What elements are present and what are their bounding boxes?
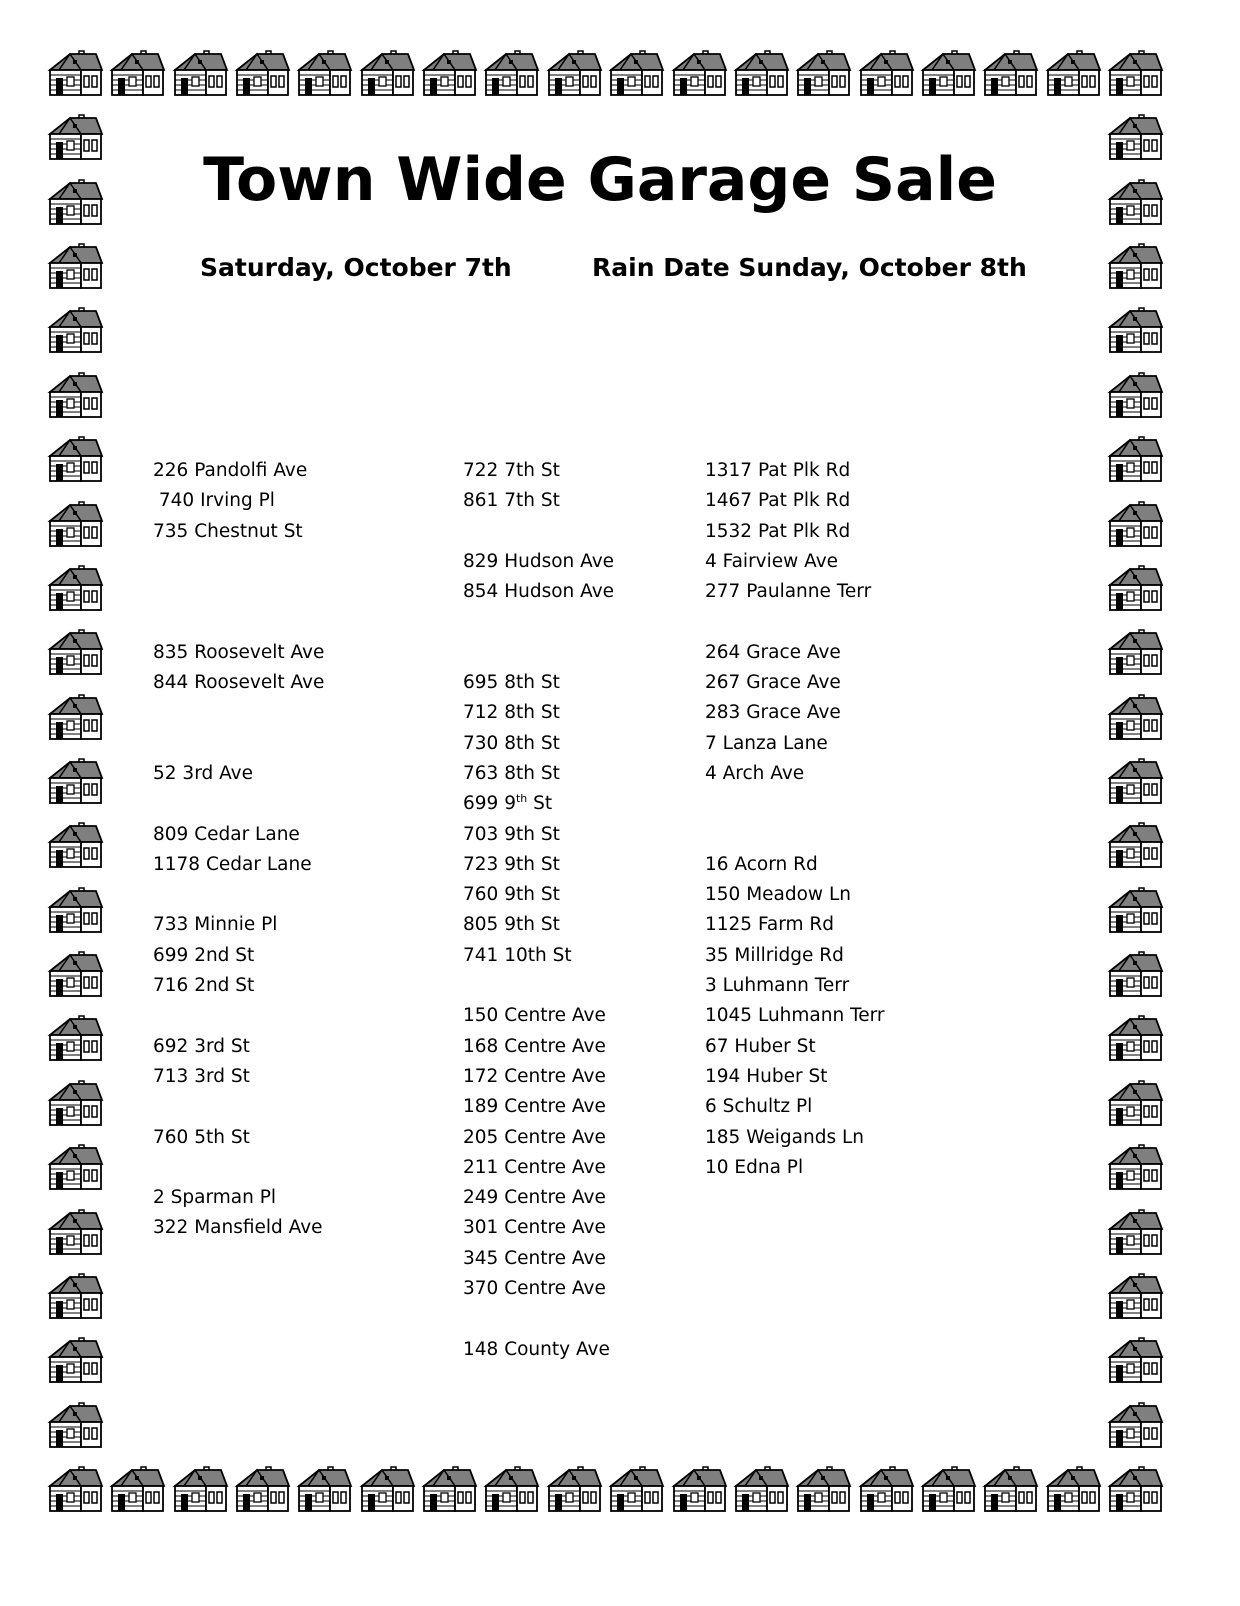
sale-date: Saturday, October 7th bbox=[200, 253, 512, 282]
address-item: 322 Mansfield Ave bbox=[153, 1217, 323, 1239]
house-icon bbox=[1104, 1335, 1164, 1385]
house-icon bbox=[169, 48, 229, 98]
house-icon bbox=[44, 1207, 104, 1257]
house-icon bbox=[231, 1464, 291, 1514]
address-column-3 bbox=[705, 456, 885, 1183]
house-icon bbox=[1104, 499, 1164, 549]
address-item: 723 9th St bbox=[463, 853, 560, 875]
address-item: 760 5th St bbox=[153, 1126, 250, 1148]
house-icon bbox=[1104, 1078, 1164, 1128]
house-icon bbox=[44, 177, 104, 227]
address-item: 283 Grace Ave bbox=[705, 702, 841, 724]
address-item: 67 Huber St bbox=[705, 1035, 816, 1057]
address-item: 692 3rd St bbox=[153, 1035, 250, 1057]
address-item: 148 County Ave bbox=[463, 1338, 610, 1360]
blank-line bbox=[705, 789, 885, 819]
house-icon bbox=[231, 48, 291, 98]
address-item: 277 Paulanne Terr bbox=[705, 581, 872, 603]
house-icon bbox=[1104, 1207, 1164, 1257]
address-item: 211 Centre Ave bbox=[463, 1156, 606, 1178]
address-item: 735 Chestnut St bbox=[153, 520, 303, 542]
house-icon bbox=[917, 1464, 977, 1514]
house-icon bbox=[543, 1464, 603, 1514]
house-icon bbox=[1104, 1464, 1164, 1514]
rain-date: Rain Date Sunday, October 8th bbox=[592, 253, 1027, 282]
address-item: 4 Fairview Ave bbox=[705, 550, 839, 572]
house-icon bbox=[979, 48, 1039, 98]
address-item: 733 Minnie Pl bbox=[153, 914, 278, 936]
house-icon bbox=[855, 1464, 915, 1514]
house-icon bbox=[1104, 434, 1164, 484]
blank-line bbox=[153, 729, 324, 759]
page-title: Town Wide Garage Sale bbox=[203, 145, 997, 215]
address-item: 1317 Pat Plk Rd bbox=[705, 460, 851, 481]
house-icon bbox=[44, 692, 104, 742]
address-item: 805 9th St bbox=[463, 914, 560, 936]
address-item: 267 Grace Ave bbox=[705, 672, 841, 694]
house-icon bbox=[855, 48, 915, 98]
house-icon bbox=[44, 499, 104, 549]
house-icon bbox=[1104, 1142, 1164, 1192]
address-item: 1532 Pat Plk Rd bbox=[705, 520, 851, 542]
house-icon bbox=[293, 48, 353, 98]
house-icon bbox=[293, 1464, 353, 1514]
blank-line bbox=[463, 1304, 614, 1334]
house-icon bbox=[44, 1013, 104, 1063]
address-item: 370 Centre Ave bbox=[463, 1278, 606, 1300]
house-icon bbox=[1104, 370, 1164, 420]
address-item: 703 9th St bbox=[463, 823, 560, 845]
house-icon bbox=[480, 48, 540, 98]
house-icon bbox=[169, 1464, 229, 1514]
address-item: 194 Huber St bbox=[705, 1065, 828, 1087]
house-icon bbox=[480, 1464, 540, 1514]
address-item: 695 8th St bbox=[463, 672, 560, 694]
address-item: 226 Pandolfi Ave bbox=[153, 460, 308, 481]
address-item: 730 8th St bbox=[463, 732, 560, 754]
house-icon bbox=[1042, 48, 1102, 98]
blank-line bbox=[153, 1092, 324, 1122]
house-icon bbox=[44, 756, 104, 806]
address-item: 264 Grace Ave bbox=[705, 641, 841, 663]
street-suffix: St bbox=[527, 793, 553, 815]
address-item: 6 Schultz Pl bbox=[705, 1096, 813, 1118]
ordinal-suffix: th bbox=[515, 792, 528, 806]
house-icon bbox=[44, 434, 104, 484]
house-icon bbox=[1104, 627, 1164, 677]
house-icon bbox=[730, 1464, 790, 1514]
house-icon bbox=[792, 1464, 852, 1514]
address-item: 699 2nd St bbox=[153, 944, 255, 966]
house-icon bbox=[792, 48, 852, 98]
blank-line bbox=[153, 577, 324, 607]
house-icon bbox=[668, 48, 728, 98]
house-icon bbox=[1104, 112, 1164, 162]
house-icon bbox=[44, 1142, 104, 1192]
house-icon bbox=[1104, 241, 1164, 291]
address-item: 10 Edna Pl bbox=[705, 1156, 804, 1178]
address-item: 150 Centre Ave bbox=[463, 1005, 606, 1027]
address-item: 205 Centre Ave bbox=[463, 1126, 606, 1148]
address-number: 699 9 bbox=[463, 793, 516, 815]
address-item: 16 Acorn Rd bbox=[705, 853, 818, 875]
blank-line bbox=[153, 1001, 324, 1031]
blank-line bbox=[153, 880, 324, 910]
house-icon bbox=[1104, 885, 1164, 935]
house-icon bbox=[44, 370, 104, 420]
house-icon bbox=[44, 1400, 104, 1450]
house-icon bbox=[44, 627, 104, 677]
address-item: 829 Hudson Ave bbox=[463, 550, 615, 572]
address-item: 189 Centre Ave bbox=[463, 1096, 606, 1118]
address-item bbox=[463, 789, 614, 819]
house-icon bbox=[44, 885, 104, 935]
blank-line bbox=[153, 1153, 324, 1183]
house-icon bbox=[1104, 949, 1164, 999]
address-item: 835 Roosevelt Ave bbox=[153, 641, 325, 663]
house-icon bbox=[979, 1464, 1039, 1514]
address-item: 712 8th St bbox=[463, 702, 560, 724]
house-icon bbox=[668, 1464, 728, 1514]
house-icon bbox=[1104, 1013, 1164, 1063]
house-icon bbox=[1104, 1400, 1164, 1450]
address-item: 713 3rd St bbox=[153, 1065, 250, 1087]
address-item: 1045 Luhmann Terr bbox=[705, 1005, 885, 1027]
address-item: 760 9th St bbox=[463, 884, 560, 906]
house-icon bbox=[1104, 1271, 1164, 1321]
blank-line bbox=[463, 638, 614, 668]
house-icon bbox=[44, 949, 104, 999]
house-icon bbox=[418, 1464, 478, 1514]
address-column-1 bbox=[153, 456, 324, 1244]
address-item: 249 Centre Ave bbox=[463, 1187, 606, 1209]
address-item: 150 Meadow Ln bbox=[705, 884, 851, 906]
house-icon bbox=[44, 305, 104, 355]
address-item: 854 Hudson Ave bbox=[463, 581, 615, 603]
address-item: 809 Cedar Lane bbox=[153, 823, 300, 845]
house-icon bbox=[356, 1464, 416, 1514]
house-icon bbox=[106, 1464, 166, 1514]
address-item: 740 Irving Pl bbox=[153, 490, 275, 512]
house-icon bbox=[44, 112, 104, 162]
house-icon bbox=[1104, 48, 1164, 98]
house-icon bbox=[44, 1271, 104, 1321]
address-item: 345 Centre Ave bbox=[463, 1247, 606, 1269]
address-item: 35 Millridge Rd bbox=[705, 944, 844, 966]
house-icon bbox=[106, 48, 166, 98]
house-icon bbox=[44, 241, 104, 291]
address-item: 741 10th St bbox=[463, 944, 572, 966]
blank-line bbox=[153, 789, 324, 819]
blank-line bbox=[153, 607, 324, 637]
blank-line bbox=[705, 607, 885, 637]
house-icon bbox=[1104, 177, 1164, 227]
blank-line bbox=[153, 698, 324, 728]
house-icon bbox=[418, 48, 478, 98]
house-icon bbox=[1042, 1464, 1102, 1514]
house-icon bbox=[44, 820, 104, 870]
address-item: 3 Luhmann Terr bbox=[705, 975, 850, 997]
address-item: 1125 Farm Rd bbox=[705, 914, 835, 936]
house-icon bbox=[44, 1464, 104, 1514]
house-icon bbox=[1104, 305, 1164, 355]
house-icon bbox=[1104, 692, 1164, 742]
blank-line bbox=[463, 607, 614, 637]
address-item: 168 Centre Ave bbox=[463, 1035, 606, 1057]
address-item: 172 Centre Ave bbox=[463, 1065, 606, 1087]
blank-line bbox=[153, 547, 324, 577]
address-item: 185 Weigands Ln bbox=[705, 1126, 865, 1148]
address-item: 861 7th St bbox=[463, 490, 560, 512]
house-icon bbox=[44, 1335, 104, 1385]
house-icon bbox=[605, 1464, 665, 1514]
address-item: 722 7th St bbox=[463, 460, 560, 481]
address-item: 1178 Cedar Lane bbox=[153, 853, 312, 875]
address-item: 716 2nd St bbox=[153, 975, 255, 997]
house-icon bbox=[917, 48, 977, 98]
address-item: 52 3rd Ave bbox=[153, 762, 253, 784]
address-item: 1467 Pat Plk Rd bbox=[705, 490, 851, 512]
house-icon bbox=[44, 563, 104, 613]
house-icon bbox=[1104, 756, 1164, 806]
house-icon bbox=[730, 48, 790, 98]
house-icon bbox=[543, 48, 603, 98]
address-item: 4 Arch Ave bbox=[705, 762, 805, 784]
blank-line bbox=[705, 820, 885, 850]
house-icon bbox=[44, 48, 104, 98]
address-column-2 bbox=[463, 456, 614, 1365]
house-icon bbox=[1104, 820, 1164, 870]
house-icon bbox=[605, 48, 665, 98]
blank-line bbox=[463, 971, 614, 1001]
address-item: 763 8th St bbox=[463, 762, 560, 784]
blank-line bbox=[463, 517, 614, 547]
house-icon bbox=[1104, 563, 1164, 613]
address-item: 844 Roosevelt Ave bbox=[153, 672, 325, 694]
house-icon bbox=[44, 1078, 104, 1128]
house-icon bbox=[356, 48, 416, 98]
address-item: 2 Sparman Pl bbox=[153, 1187, 277, 1209]
address-item: 301 Centre Ave bbox=[463, 1217, 606, 1239]
address-item: 7 Lanza Lane bbox=[705, 732, 828, 754]
